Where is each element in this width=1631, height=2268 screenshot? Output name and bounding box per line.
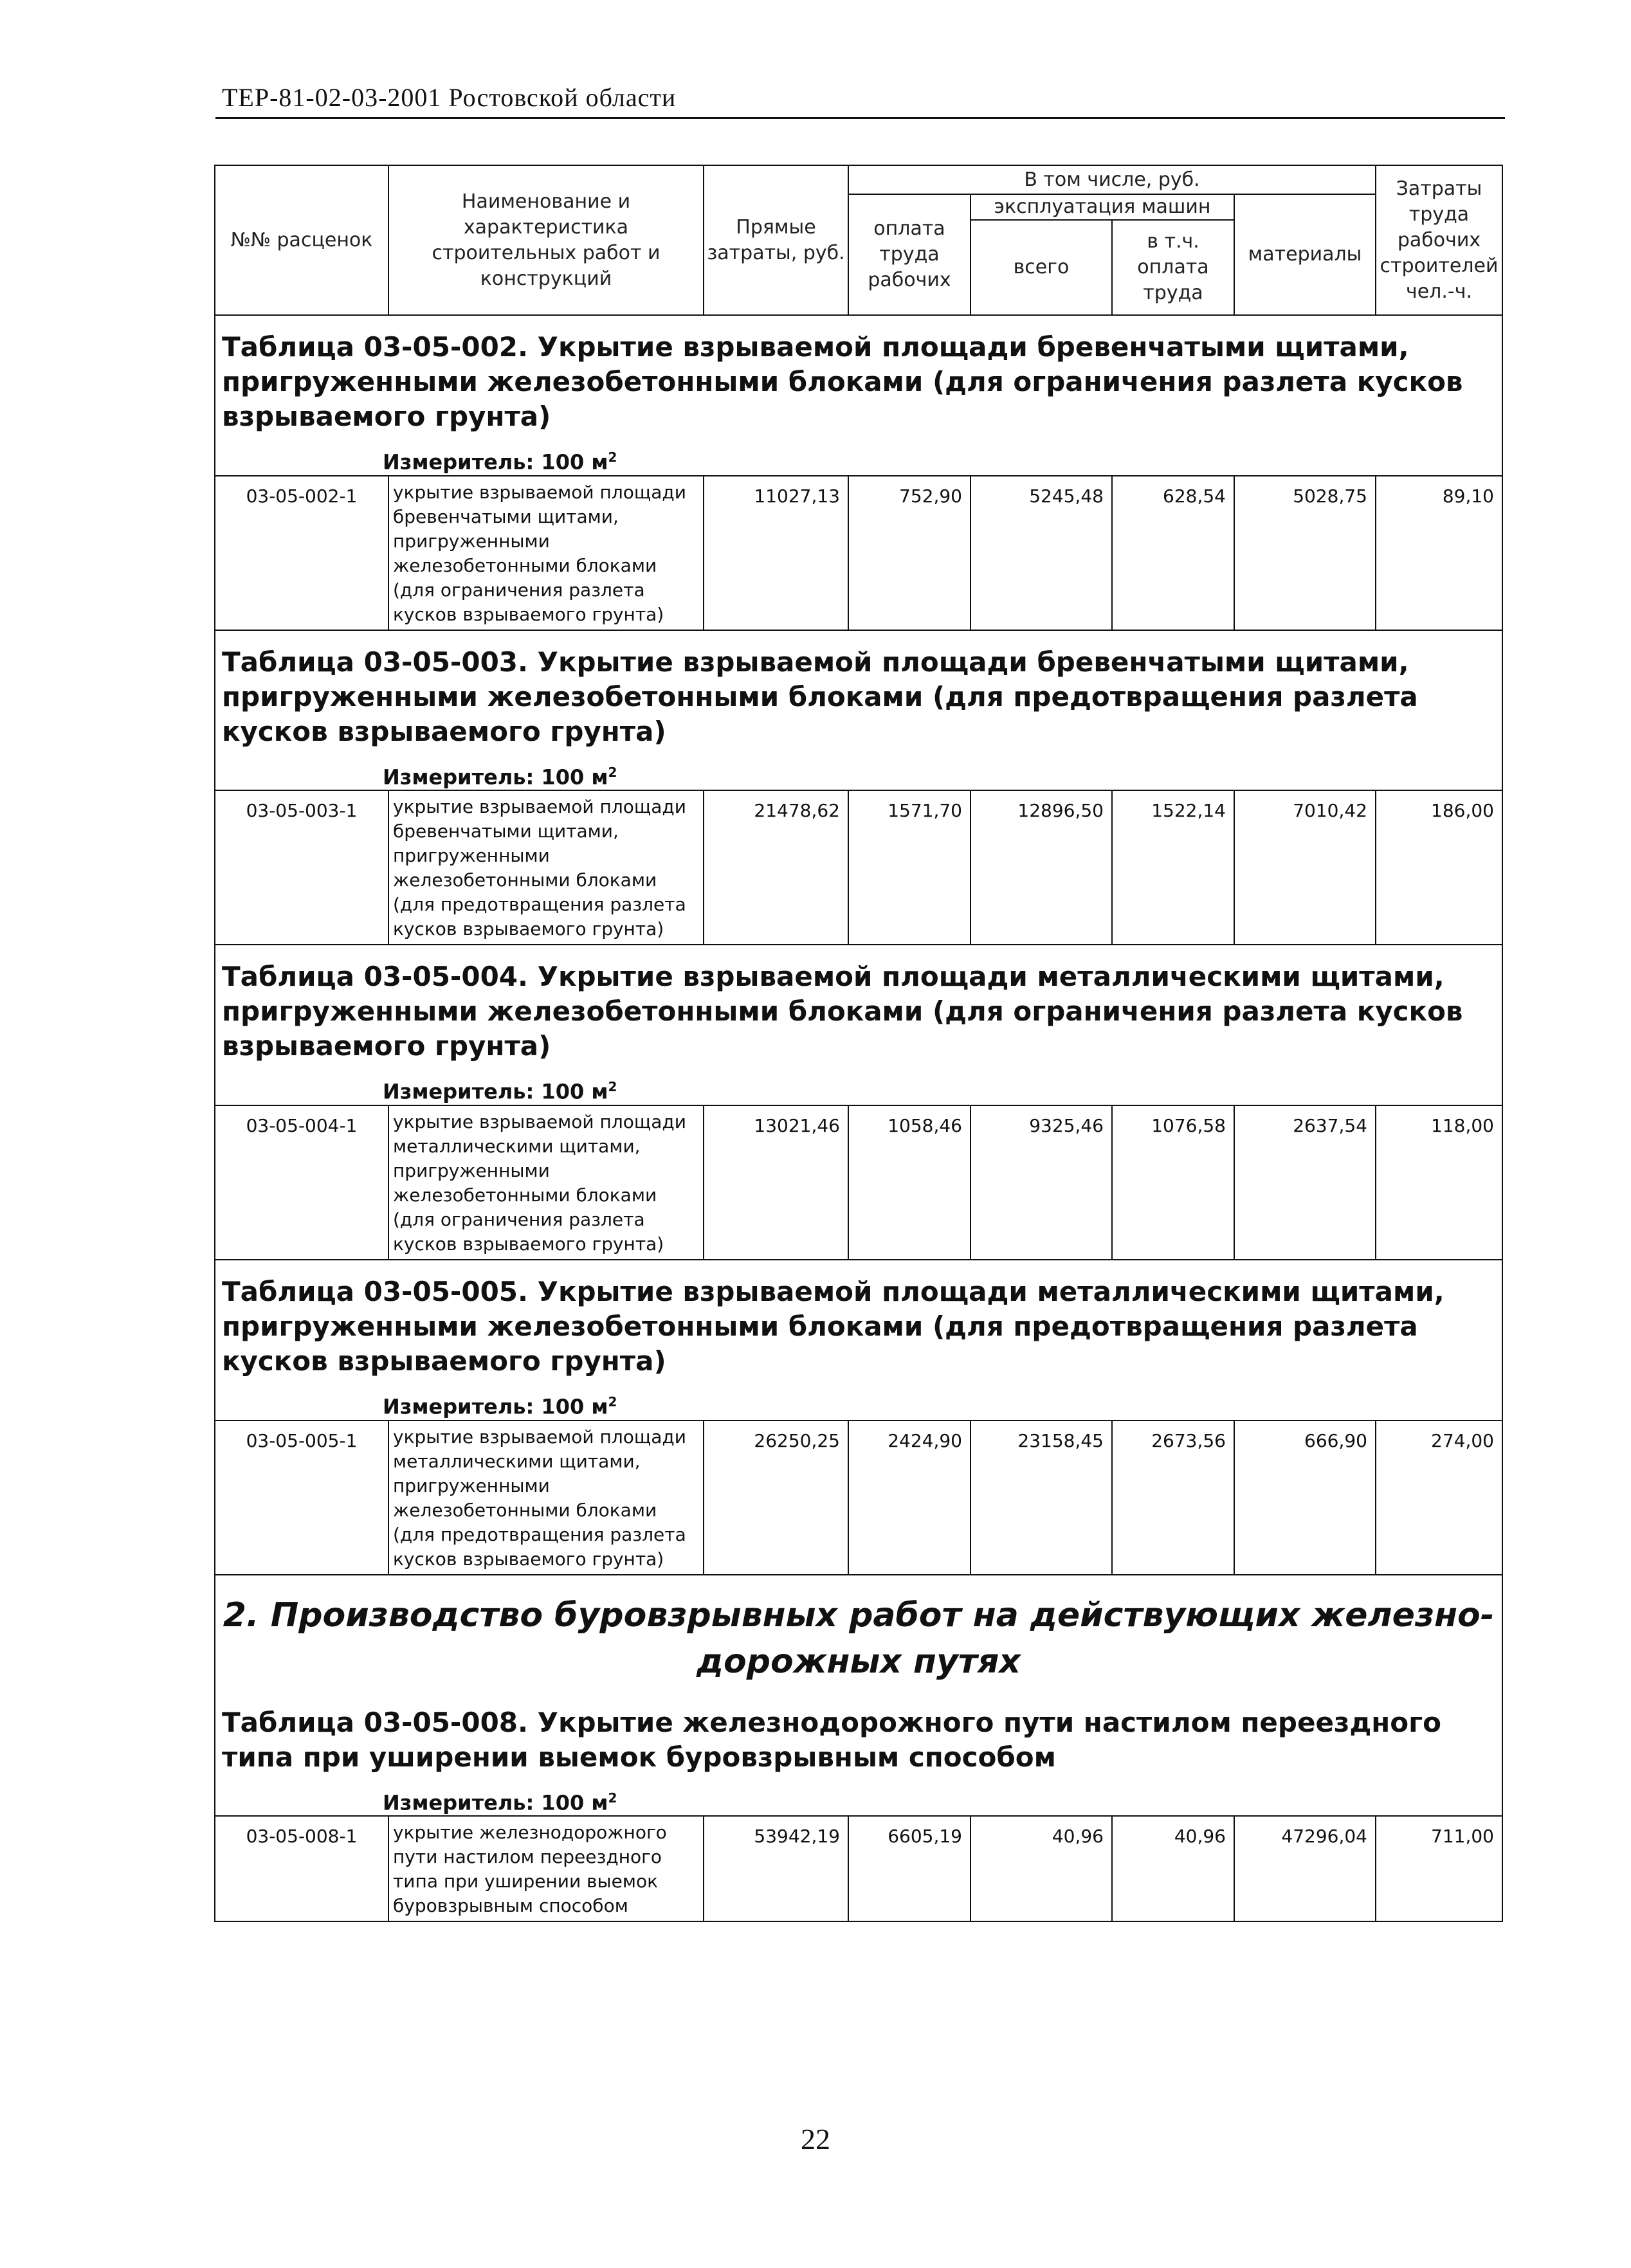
- unit-power: 2: [608, 1393, 617, 1410]
- col-machines-header: эксплуатация машин: [970, 194, 1234, 220]
- direct-cost: 53942,19: [704, 1816, 848, 1921]
- direct-cost: 26250,25: [704, 1420, 848, 1575]
- rate-code: 03-05-005-1: [215, 1420, 388, 1575]
- labor-hours: 118,00: [1376, 1105, 1502, 1260]
- unit-label: [215, 444, 1502, 476]
- col-materials-header: материалы: [1234, 194, 1376, 315]
- labor-hours: 186,00: [1376, 790, 1502, 945]
- unit-label: [215, 1389, 1502, 1420]
- header-row-1: [215, 165, 1502, 194]
- direct-cost: 11027,13: [704, 476, 848, 630]
- rate-code: 03-05-004-1: [215, 1105, 388, 1260]
- unit-power: 2: [608, 1079, 617, 1095]
- table-row: [215, 476, 1502, 630]
- unit-row: [215, 444, 1502, 476]
- section-heading-line-1: 2. Производство буровзрывных работ на действующих железно-: [223, 1595, 1495, 1635]
- rate-name: укрытие взрываемой площади металлическими щитами, пригруженными железобетонными блоками (для ограничения разлета кусков взрываемого грунта): [388, 1105, 704, 1260]
- materials-cost: 47296,04: [1234, 1816, 1376, 1921]
- machines-wage: 40,96: [1112, 1816, 1234, 1921]
- direct-cost: 21478,62: [704, 790, 848, 945]
- col-machines-wage-header: в т.ч. оплата труда: [1112, 220, 1234, 315]
- unit-label: [215, 1074, 1502, 1105]
- table-title: Таблица 03-05-008. Укрытие железнодорожного пути настилом переездного типа при уширении выемок буровзрывным способом: [215, 1691, 1502, 1785]
- table-title-row: [215, 630, 1502, 759]
- table-title-row: [215, 1260, 1502, 1389]
- unit-label-text: Измеритель: 100 м: [383, 1079, 608, 1104]
- col-direct-header: Прямые затраты, руб.: [704, 165, 848, 315]
- col-wage-header: оплата труда рабочих: [848, 194, 970, 315]
- section-heading: [215, 1575, 1502, 1691]
- table-row: [215, 790, 1502, 945]
- wage-cost: 752,90: [848, 476, 970, 630]
- document-header: ТЕР-81-02-03-2001 Ростовской области: [222, 83, 677, 112]
- unit-row: [215, 1785, 1502, 1817]
- table-title-row: [215, 945, 1502, 1074]
- rate-name: укрытие взрываемой площади бревенчатыми щитами, пригруженными железобетонными блоками (для предотвращения разлета кусков взрываемого грунта): [388, 790, 704, 945]
- machines-total: 5245,48: [970, 476, 1112, 630]
- machines-wage: 2673,56: [1112, 1420, 1234, 1575]
- price-table: [214, 165, 1503, 1922]
- materials-cost: 666,90: [1234, 1420, 1376, 1575]
- unit-power: 2: [608, 449, 617, 465]
- materials-cost: 5028,75: [1234, 476, 1376, 630]
- table-row: [215, 1816, 1502, 1921]
- table-row: [215, 1420, 1502, 1575]
- rate-code: 03-05-008-1: [215, 1816, 388, 1921]
- col-code-header: №№ расценок: [215, 165, 388, 315]
- materials-cost: 7010,42: [1234, 790, 1376, 945]
- unit-label-text: Измеритель: 100 м: [383, 765, 608, 790]
- table-title: Таблица 03-05-003. Укрытие взрываемой площади бревенчатыми щитами, пригруженными железобетонными блоками (для предотвращения разлета кусков взрываемого грунта): [215, 630, 1502, 759]
- wage-cost: 1571,70: [848, 790, 970, 945]
- unit-label-text: Измеритель: 100 м: [383, 449, 608, 475]
- wage-cost: 1058,46: [848, 1105, 970, 1260]
- rate-name: укрытие железнодорожного пути настилом переездного типа при уширении выемок буровзрывным способом: [388, 1816, 704, 1921]
- machines-wage: 1076,58: [1112, 1105, 1234, 1260]
- machines-wage: 628,54: [1112, 476, 1234, 630]
- wage-cost: 2424,90: [848, 1420, 970, 1575]
- unit-row: [215, 1389, 1502, 1420]
- unit-power: 2: [608, 764, 617, 780]
- materials-cost: 2637,54: [1234, 1105, 1376, 1260]
- machines-total: 9325,46: [970, 1105, 1112, 1260]
- unit-label: [215, 1785, 1502, 1817]
- section-heading-row: [215, 1575, 1502, 1691]
- wage-cost: 6605,19: [848, 1816, 970, 1921]
- table-title: Таблица 03-05-005. Укрытие взрываемой площади металлическими щитами, пригруженными железобетонными блоками (для предотвращения разлета кусков взрываемого грунта): [215, 1260, 1502, 1389]
- col-name-header: Наименование и характеристика строительных работ и конструкций: [388, 165, 704, 315]
- header-rule: [215, 117, 1505, 119]
- unit-row: [215, 759, 1502, 791]
- rate-name: укрытие взрываемой площади бревенчатыми щитами, пригруженными железобетонными блоками (для ограничения разлета кусков взрываемого грунта): [388, 476, 704, 630]
- unit-label-text: Измеритель: 100 м: [383, 1394, 608, 1419]
- unit-label-text: Измеритель: 100 м: [383, 1790, 608, 1815]
- rate-name: укрытие взрываемой площади металлическими щитами, пригруженными железобетонными блоками (для предотвращения разлета кусков взрываемого грунта): [388, 1420, 704, 1575]
- labor-hours: 711,00: [1376, 1816, 1502, 1921]
- direct-cost: 13021,46: [704, 1105, 848, 1260]
- rate-code: 03-05-003-1: [215, 790, 388, 945]
- machines-wage: 1522,14: [1112, 790, 1234, 945]
- machines-total: 12896,50: [970, 790, 1112, 945]
- unit-power: 2: [608, 1790, 617, 1806]
- unit-row: [215, 1074, 1502, 1105]
- section-heading-line-2: дорожных путях: [697, 1642, 1021, 1681]
- col-including-header: В том числе, руб.: [848, 165, 1376, 194]
- unit-label: [215, 759, 1502, 791]
- machines-total: 40,96: [970, 1816, 1112, 1921]
- table-title-row: [215, 1691, 1502, 1785]
- rate-code: 03-05-002-1: [215, 476, 388, 630]
- col-machines-total-header: всего: [970, 220, 1112, 315]
- page-number: 22: [801, 2123, 830, 2155]
- table-title: Таблица 03-05-002. Укрытие взрываемой площади бревенчатыми щитами, пригруженными железобетонными блоками (для ограничения разлета кусков взрываемого грунта): [215, 315, 1502, 444]
- col-labor-header: Затраты труда рабочих строителей чел.-ч.: [1376, 165, 1502, 315]
- labor-hours: 274,00: [1376, 1420, 1502, 1575]
- table-row: [215, 1105, 1502, 1260]
- table-title-row: [215, 315, 1502, 444]
- machines-total: 23158,45: [970, 1420, 1112, 1575]
- table-title: Таблица 03-05-004. Укрытие взрываемой площади металлическими щитами, пригруженными железобетонными блоками (для ограничения разлета кусков взрываемого грунта): [215, 945, 1502, 1074]
- labor-hours: 89,10: [1376, 476, 1502, 630]
